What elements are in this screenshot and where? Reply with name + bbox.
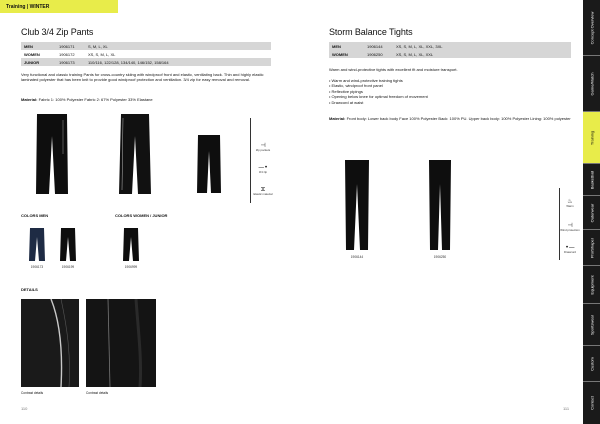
- sidebar-item-pro-shaper[interactable]: Pro/Shaper: [583, 230, 600, 266]
- page-number: 110: [21, 406, 28, 411]
- detail-photo: [86, 299, 156, 387]
- section-sidebar: [583, 0, 600, 424]
- feature-item: ⊣ Wind protection: [560, 222, 580, 232]
- tights-men-image: [343, 160, 371, 252]
- pants-front-image: [35, 114, 69, 196]
- feature-item: —• 3/4 zip: [252, 164, 274, 174]
- swatch-code: 1906173: [30, 265, 44, 269]
- sidebar-item-outerwear[interactable]: Outerwear: [583, 196, 600, 230]
- warm-icon: ♨: [567, 198, 573, 205]
- swatch-code: 1906199: [61, 265, 75, 269]
- swatch-women-black: [123, 228, 139, 262]
- detail-photo: [21, 299, 79, 387]
- page-number: 111: [563, 406, 570, 411]
- list-item: • Elastic, windproof front panel: [329, 83, 383, 89]
- pants-side-image: [118, 114, 152, 196]
- sidebar-item-equipment[interactable]: Equipment: [583, 266, 600, 304]
- details-heading: DETAILS: [21, 287, 38, 292]
- tights-women-image: [426, 160, 454, 252]
- swatch-black: [60, 228, 76, 262]
- swatch-code: 1906999: [124, 265, 138, 269]
- left-page: [0, 0, 296, 424]
- wind-icon: ⊣: [567, 222, 573, 229]
- product-description: Very functional and classic training Pants for cross-country skiing with windproof front and elastic, ventilating back. Thin and highly elastic laminated polyester that has been knit to provide good windproof protection and ventilation. 3/4 zip for easy removal and removal.: [21, 72, 264, 83]
- sidebar-item-concept-overview[interactable]: Concept Overview: [583, 0, 600, 56]
- product-code: 1906250: [433, 255, 447, 259]
- spec-row: WOMEN 1906250 XS, S, M, L, XL, XXL: [329, 50, 571, 58]
- feature-item: ♨ Warm: [559, 198, 581, 208]
- material-info: Material: Front body: Lower back body Face 100% Polyester Back: 100% PU. Upper back body: 100% Polyester Lining: 100% polyester: [329, 116, 571, 121]
- spec-row: WOMEN 1906172 XS, S, M, L, XL: [24, 51, 116, 57]
- elastic-icon: ⧖: [260, 186, 266, 193]
- product-code: 1906144: [350, 255, 364, 259]
- detail-caption: Contrast details: [86, 391, 109, 395]
- sidebar-item-contact[interactable]: Contact: [589, 396, 594, 410]
- product-title: Club 3/4 Zip Pants: [21, 27, 94, 37]
- right-page: [304, 0, 580, 424]
- feature-divider: [250, 118, 251, 203]
- feature-item: ⧖ Elastic material: [253, 186, 273, 196]
- drawcord-icon: •—: [565, 244, 575, 251]
- feature-list: [329, 78, 571, 105]
- colors-men-heading: COLORS MEN: [21, 213, 49, 218]
- sidebar-item-custom[interactable]: Custom: [583, 346, 600, 382]
- spec-row: MEN 1906171 S, M, L, XL: [21, 42, 271, 50]
- spec-table: [329, 42, 571, 58]
- list-item: • Drawcord at waist: [329, 99, 364, 105]
- detail-caption: Contrast details: [21, 391, 44, 395]
- list-item: • Warm and wind-protective training tights: [329, 78, 403, 83]
- colors-women-junior-heading: COLORS WOMEN / JUNIOR: [115, 213, 168, 218]
- feature-item: •— Drawcord: [559, 244, 581, 254]
- material-info: Material: Fabric 1: 100% Polyester Fabric 2: 67% Polyester 33% Elastane: [21, 97, 153, 102]
- product-title: Storm Balance Tights: [329, 27, 413, 37]
- spec-row: MEN 1906144 XS, S, M, L, XL, XXL, 3XL: [329, 42, 571, 50]
- sidebar-item-game-match[interactable]: Game/Match: [583, 56, 600, 112]
- spec-row: JUNIOR 1906173 110/116, 122/128, 134/140, 146/152, 158/164: [21, 58, 271, 66]
- swatch-navy: [29, 228, 45, 262]
- sidebar-item-basketball[interactable]: Basketball: [583, 164, 600, 196]
- sidebar-item-sportswear[interactable]: Sportswear: [583, 304, 600, 346]
- zip-icon: —•: [258, 164, 268, 171]
- pants-junior-image: [196, 135, 222, 195]
- section-tag: Training | WINTER: [0, 0, 118, 13]
- pocket-icon: ⊣: [260, 142, 266, 149]
- product-intro: Warm and wind-protective tights with excellent fit and moisture transport.: [329, 67, 458, 72]
- feature-item: ⊣ Zip pockets: [252, 142, 274, 152]
- spec-table: [21, 42, 271, 66]
- sidebar-item-training[interactable]: Training: [583, 112, 600, 164]
- list-item: • Opening below knee for optimal freedom of movement: [329, 94, 428, 100]
- list-item: • Reflective pipings: [329, 88, 363, 94]
